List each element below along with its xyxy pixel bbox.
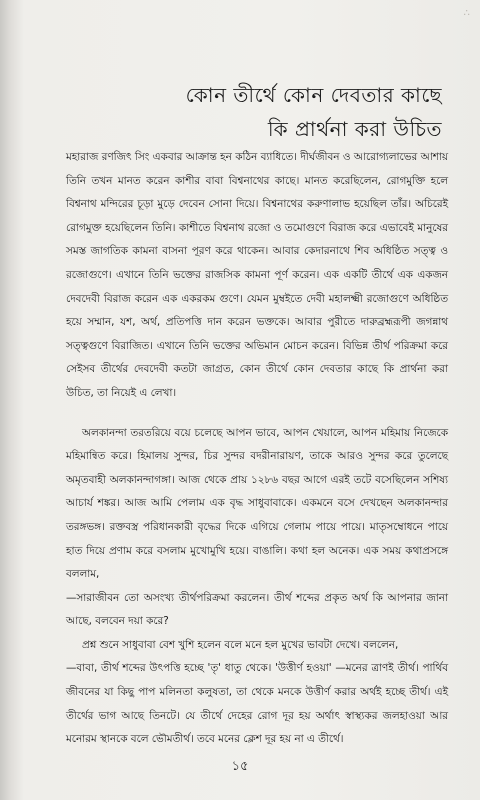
paragraph-break <box>66 406 448 422</box>
dialogue-question: —সারাজীবন তো অসংখ্য তীর্থপরিক্রমা করলেন। তীর্থ শব্দের প্রকৃত অর্থ কি আপনার জানা আছে, বলবেন দয়া করে? <box>66 591 448 628</box>
body-text <box>66 146 448 752</box>
chapter-title <box>186 78 442 146</box>
intro-paragraph: মহারাজ রণজিৎ সিং একবার আক্রান্ত হন কঠিন ব্যাধিতে। দীর্ঘজীবন ও আরোগ্যলাভের আশায় তিনি তখন মানত করেন কাশীর বাবা বিশ্বনাথের কাছে। মানত করেছিলেন, রোগমুক্তি হলে বিশ্বনাথ মন্দিরের চূড়া মুড়ে দেবেন সোনা দিয়ে। বিশ্বনাথের করুণালাভ হয়েছিল তাঁর। অচিরেই রোগমুক্ত হয়েছিলেন তিনি। কাশীতে বিশ্বনাথ রজো ও তমোগুণে বিরাজ করে এভাবেই মানুষের সমস্ত জাগতিক কামনা বাসনা পূরণ করে থাকেন। আবার কেদারনাথে শিব অধিষ্ঠিত সত্ত্ব ও রজোগুণে। এখানে তিনি ভক্তের রাজসিক কামনা পূর্ণ করেন। এক একটি তীর্থে এক একজন দেবদেবী বিরাজ করেন এক একরকম গুণে। যেমন মুম্বইতে দেবী মহালক্ষ্মী রজোগুণে অধিষ্ঠিত হয়ে সম্মান, যশ, অর্থ, প্রতিপত্তি দান করেন ভক্তকে। আবার পুরীতে দারুব্রহ্মরূপী জগন্নাথ সত্ত্বগুণে বিরাজিত। এখানে তিনি ভক্তের অভিমান মোচন করেন। বিভিন্ন তীর্থ পরিক্রমা করে সেইসব তীর্থের দেবদেবী কতটা জাগ্রত, কোন তীর্থে কোন দেবতার কাছে কি প্রার্থনা করা উচিত, তা নিয়েই এ লেখা। <box>66 151 448 399</box>
narrative-paragraph: অলকানন্দা তরতরিয়ে বয়ে চলেছে আপন ভাবে, আপন খেয়ালে, আপন মহিমায় নিজেকে মহিমান্বিত করে। হিমালয় সুন্দর, চির সুন্দর বদরীনারায়ণ, তাকে আরও সুন্দর করে তুলেছে অমৃতবাহী অলকানন্দাগঙ্গা। আজ থেকে প্রায় ১২৮৬ বছর আগে এরই তটে বসেছিলেন সশিষ্য আচার্য শঙ্কর। আজ আমি পেলাম এক বৃদ্ধ সাধুবাবাকে। একমনে বসে দেখছেন অলকানন্দার তরঙ্গভঙ্গ। রক্তবস্ত্র পরিধানকারী বৃদ্ধের দিকে এগিয়ে গেলাম পায়ে পায়ে। মাতৃসম্বোধনে পায়ে হাত দিয়ে প্রণাম করে বসলাম মুখোমুখি হয়ে। বাঙালি। কথা হল অনেক। এক সময় কথাপ্রসঙ্গে বললাম, <box>66 426 448 581</box>
chapter-title-line-1: কোন তীর্থে কোন দেবতার কাছে <box>185 83 442 107</box>
corner-smudge: ∴ <box>463 8 470 19</box>
page-number: ১৫ <box>231 759 249 774</box>
dialogue-answer: —বাবা, তীর্থ শব্দের উৎপত্তি হচ্ছে 'তৃ' ধাতু থেকে। 'উত্তীর্ণ হওয়া' —মনের ত্রাণই তীর্থ। পার্থিব জীবনের যা কিছু পাপ মলিনতা কলুষতা, তা থেকে মনকে উত্তীর্ণ করার অর্থই হচ্ছে তীর্থ। এই তীর্থের ভাগ আছে তিনটে। যে তীর্থে দেহের রোগ দূর হয় অর্থাৎ স্বাস্থ্যকর জলহাওয়া আর মনোরম স্থানকে বলে ভৌমতীর্থ। তবে মনের ক্লেশ দূর হয় না এ তীর্থে। <box>66 662 448 746</box>
narrative-paragraph-2: প্রশ্ন শুনে সাধুবাবা বেশ খুশি হলেন বলে মনে হল মুখের ভাবটা দেখে। বললেন, <box>82 638 399 651</box>
chapter-title-line-2: কি প্রার্থনা করা উচিত <box>267 117 442 141</box>
